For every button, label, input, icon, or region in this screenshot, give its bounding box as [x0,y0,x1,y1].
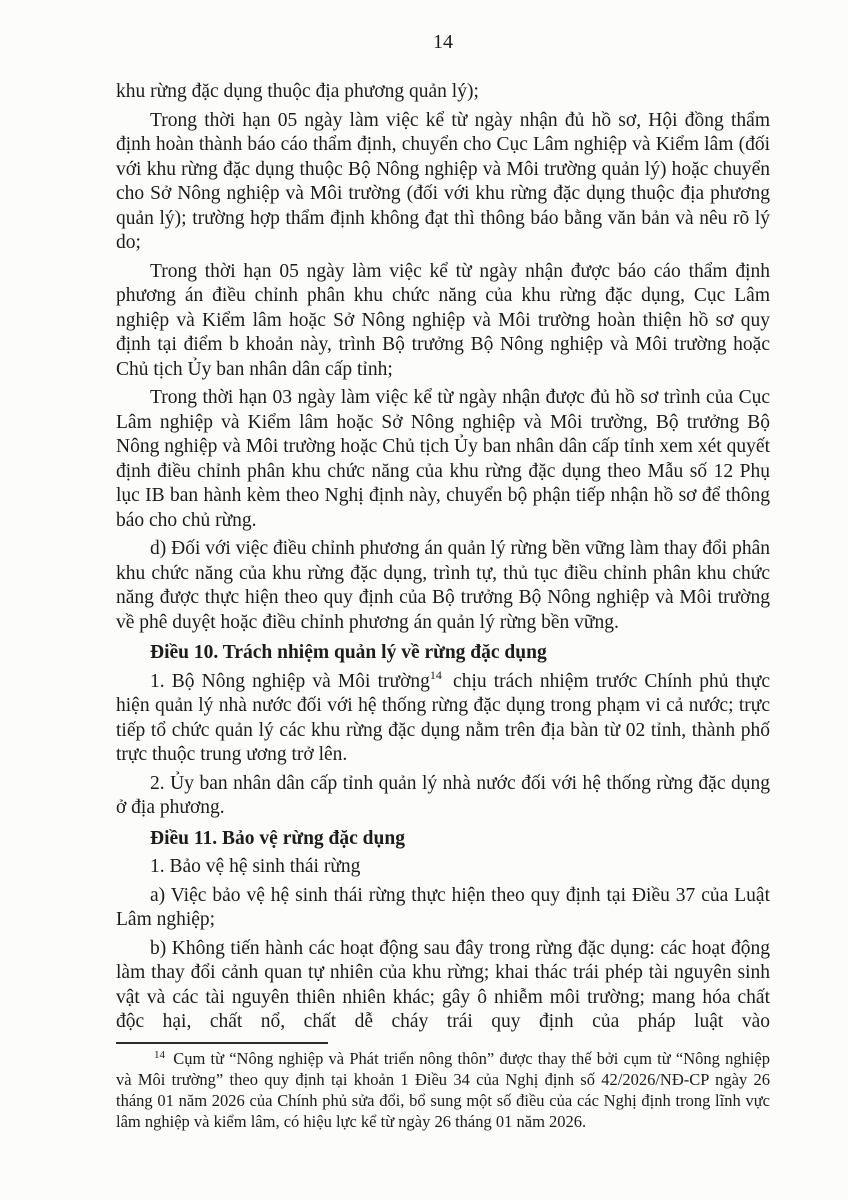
paragraph-article11-clause1: 1. Bảo vệ hệ sinh thái rừng [150,856,361,877]
footnote-14-marker: 14 [154,1048,165,1061]
article-10-heading: Điều 10. Trách nhiệm quản lý về rừng đặc dụng [150,642,547,663]
paragraph-term-03-days: Trong thời hạn 03 ngày làm việc kể từ ngày nhận được đủ hồ sơ trình của Cục Lâm nghiệp và Kiểm lâm hoặc Sở Nông nghiệp và Môi trường, Bộ trưởng Bộ Nông nghiệp và Môi trường hoặc Chủ tịch Ủy ban nhân dân cấp tỉnh xem xét quyết định điều chỉnh phân khu chức năng của khu rừng đặc dụng theo Mẫu số 12 Phụ lục IB ban hành kèm theo Nghị định này, chuyển bộ phận tiếp nhận hồ sơ để thông báo cho chủ rừng. [116,387,770,531]
footnote-14-text: Cụm từ “Nông nghiệp và Phát triển nông thôn” được thay thế bởi cụm từ “Nông nghiệp và Môi trường” theo quy định tại khoản 1 Điều 34 của Nghị định số 42/2026/NĐ-CP ngày 26 tháng 01 năm 2026 của Chính phủ sửa đổi, bổ sung một số điều của các Nghị định trong lĩnh vực lâm nghiệp và kiểm lâm, có hiệu lực kể từ ngày 26 tháng 01 năm 2026. [116,1049,770,1131]
page-number: 14 [433,31,453,53]
article10-clause1-text-after-footnote-ref: chịu trách nhiệm trước Chính phủ thực hiện quản lý nhà nước đối với hệ thống rừng đặc dụng trong phạm vi cả nước; trực tiếp tổ chức quản lý các khu rừng đặc dụng nằm trên địa bàn từ 02 tỉnh, thành phố trực thuộc trung ương trở lên. [116,670,770,765]
footnote-reference-14: 14 [429,668,442,682]
paragraph-article11-point-a: a) Việc bảo vệ hệ sinh thái rừng thực hiện theo quy định tại Điều 37 của Luật Lâm nghiệp; [116,884,770,930]
paragraph-article10-clause1 [116,670,770,768]
article10-clause1-text-before-footnote-ref: 1. Bộ Nông nghiệp và Môi trường [150,670,430,692]
paragraph-term-05-days-baocao: Trong thời hạn 05 ngày làm việc kể từ ngày nhận được báo cáo thẩm định phương án điều chỉnh phân khu chức năng của khu rừng đặc dụng, Cục Lâm nghiệp và Kiểm lâm hoặc Sở Nông nghiệp và Môi trường hoàn thiện hồ sơ quy định tại điểm b khoản này, trình Bộ trưởng Bộ Nông nghiệp và Môi trường hoặc Chủ tịch Ủy ban nhân dân cấp tỉnh; [116,260,770,380]
paragraph-continuation: khu rừng đặc dụng thuộc địa phương quản lý); [116,81,479,102]
paragraph-article11-point-b: b) Không tiến hành các hoạt động sau đây trong rừng đặc dụng: các hoạt động làm thay đổi cảnh quan tự nhiên của khu rừng; khai thác trái phép tài nguyên sinh vật và các tài nguyên thiên nhiên khác; gây ô nhiễm môi trường; mang hóa chất độc hại, chất nổ, chất dễ cháy trái quy định của pháp luật vào [116,937,770,1032]
paragraph-point-d: d) Đối với việc điều chỉnh phương án quản lý rừng bền vững làm thay đổi phân khu chức năng của khu rừng đặc dụng, trình tự, thủ tục điều chỉnh phân khu chức năng được thực hiện theo quy định của Bộ trưởng Bộ Nông nghiệp và Môi trường về phê duyệt hoặc điều chỉnh phương án quản lý rừng bền vững. [116,538,770,633]
article-11-heading: Điều 11. Bảo vệ rừng đặc dụng [150,827,405,849]
document-body [116,80,770,1035]
paragraph-term-05-days-hoidong: Trong thời hạn 05 ngày làm việc kể từ ngày nhận đủ hồ sơ, Hội đồng thẩm định hoàn thành báo cáo thẩm định, chuyển cho Cục Lâm nghiệp và Kiểm lâm (đối với khu rừng đặc dụng thuộc Bộ Nông nghiệp và Môi trường quản lý) hoặc chuyển cho Sở Nông nghiệp và Môi trường (đối với khu rừng đặc dụng thuộc địa phương quản lý); trường hợp thẩm định không đạt thì thông báo bằng văn bản và nêu rõ lý do; [116,109,770,253]
paragraph-article10-clause2: 2. Ủy ban nhân dân cấp tỉnh quản lý nhà nước đối với hệ thống rừng đặc dụng ở địa phương. [116,772,770,818]
footnote-14 [116,1048,770,1132]
footnote-block [116,1042,770,1132]
footnote-separator-line [116,1042,328,1044]
